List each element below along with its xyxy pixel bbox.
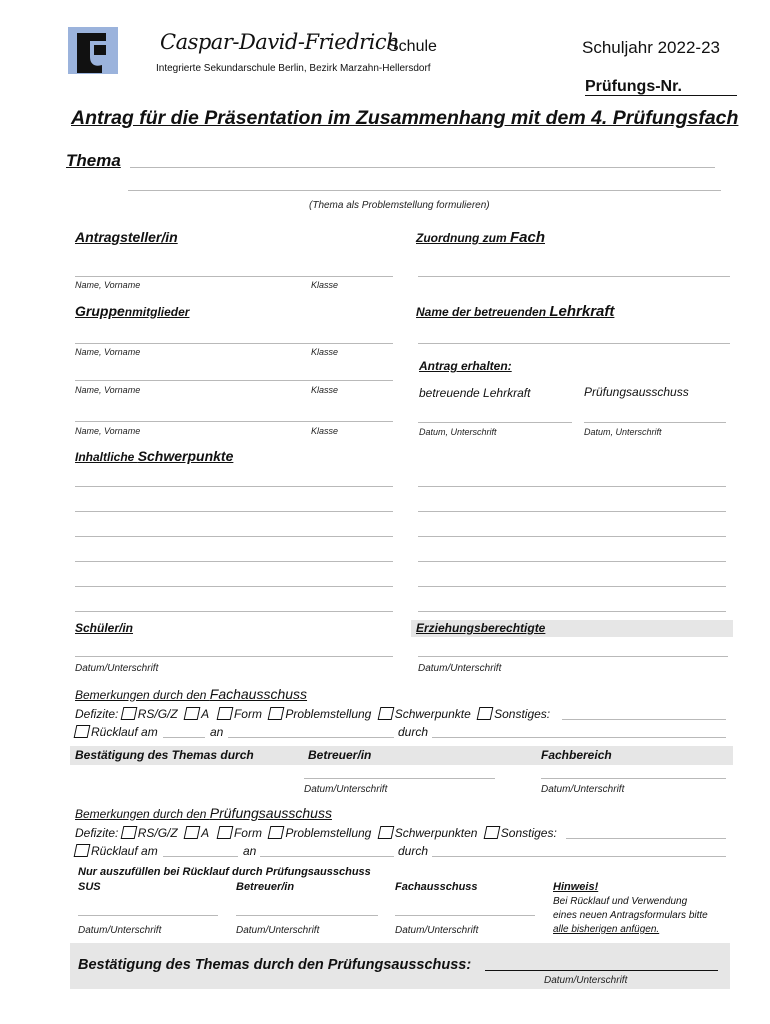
school-signature: Caspar-David-Friedrich [160, 30, 400, 54]
focus-left-line-3[interactable] [75, 536, 393, 537]
focus-label-a: Inhaltliche [75, 450, 138, 464]
applicant-name-line[interactable] [75, 276, 393, 277]
fach-opt1-checkbox[interactable] [120, 707, 137, 720]
fach-on-label: an [210, 725, 224, 739]
applicant-name-label: Name, Vorname [75, 280, 141, 290]
fach-deficits-label: Defizite: [75, 707, 119, 721]
fach-opt2-label: A [201, 707, 209, 721]
focus-right-line-2[interactable] [418, 511, 726, 512]
exam-opt2-checkbox[interactable] [184, 826, 201, 839]
teacher-label-a: Name der betreuenden [416, 305, 550, 319]
teacher-label [416, 303, 614, 320]
exam-by-label: durch [398, 844, 429, 858]
exam-return-row [75, 844, 158, 858]
exam-deficits-label: Defizite: [75, 826, 119, 840]
focus-left-line-6[interactable] [75, 611, 393, 612]
final-signature-line[interactable] [485, 970, 718, 971]
fach-opt3-checkbox[interactable] [217, 707, 234, 720]
fach-opt2-checkbox[interactable] [184, 707, 201, 720]
exam-opt1-label: RS/G/Z [137, 826, 178, 840]
received-teacher-label: betreuende Lehrkraft [419, 386, 531, 400]
fach-return-date-line[interactable] [163, 737, 205, 738]
received-teacher-line[interactable] [418, 422, 572, 423]
exam-opt3-label: Form [233, 826, 262, 840]
confirm-department-date: Datum/Unterschrift [541, 784, 625, 795]
hint-title: Hinweis! [553, 881, 599, 893]
fach-opt4-checkbox[interactable] [268, 707, 285, 720]
exam-opt6-label: Sonstiges: [500, 826, 557, 840]
received-committee-date: Datum, Unterschrift [584, 427, 662, 437]
return-col-committee: Fachausschuss [395, 881, 478, 893]
focus-label-b: Schwerpunkte [137, 448, 234, 464]
return-committee-line[interactable] [395, 915, 535, 916]
hint-line-3: alle bisherigen anfügen. [553, 924, 660, 935]
exam-remarks-title-b: Prüfungsausschuss [209, 805, 332, 821]
focus-left-line-1[interactable] [75, 486, 393, 487]
exam-opt4-label: Problemstellung [285, 826, 372, 840]
exam-by-line[interactable] [432, 856, 726, 857]
thema-label: Thema [66, 151, 121, 170]
applicant-class-label: Klasse [311, 280, 339, 290]
school-logo [68, 27, 118, 74]
final-date-label: Datum/Unterschrift [544, 975, 628, 986]
fach-remarks-title-a: Bemerkungen durch den [75, 688, 210, 702]
focus-right-line-4[interactable] [418, 561, 726, 562]
member1-name-label: Name, Vorname [75, 347, 141, 357]
fach-by-line[interactable] [432, 737, 726, 738]
exam-opt3-checkbox[interactable] [217, 826, 234, 839]
fach-other-line[interactable] [562, 719, 726, 720]
return-sus-date: Datum/Unterschrift [78, 925, 162, 936]
exam-on-line[interactable] [260, 856, 394, 857]
subject-line[interactable] [418, 276, 730, 277]
fach-on-line[interactable] [228, 737, 394, 738]
confirm-department-label: Fachbereich [541, 748, 612, 762]
confirm-supervisor-line[interactable] [304, 778, 495, 779]
exam-return-checkbox[interactable] [74, 844, 91, 857]
hint-line-2: eines neuen Antragsformulars bitte [553, 910, 708, 921]
hint-line-1: Bei Rücklauf und Verwendung [553, 896, 688, 907]
page-title: Antrag für die Präsentation im Zusammenhang mit dem 4. Prüfungsfach [71, 107, 739, 129]
subject-label-b: Fach [509, 229, 545, 246]
member2-name-label: Name, Vorname [75, 385, 141, 395]
final-label: Bestätigung des Themas durch den Prüfungsausschuss: [78, 957, 472, 973]
fach-return-label: Rücklauf am [91, 725, 158, 739]
student-signature-line[interactable] [75, 656, 393, 657]
fach-remarks-title [75, 686, 307, 704]
received-committee-line[interactable] [584, 422, 726, 423]
member2-line[interactable] [75, 380, 393, 381]
applicant-label: Antragsteller/in [75, 229, 178, 245]
member3-class-label: Klasse [311, 426, 339, 436]
exam-opt5-label: Schwerpunkten [394, 826, 478, 840]
exam-opt4-checkbox[interactable] [268, 826, 285, 839]
subject-label-a: Zuordnung zum [416, 231, 510, 245]
guardian-date-label: Datum/Unterschrift [418, 663, 502, 674]
fach-by-label: durch [398, 725, 429, 739]
confirm-supervisor-label: Betreuer/in [308, 748, 372, 762]
fach-opt5-checkbox[interactable] [377, 707, 394, 720]
received-label: Antrag erhalten: [419, 359, 512, 373]
member3-name-label: Name, Vorname [75, 426, 141, 436]
guardian-label: Erziehungsberechtigte [416, 621, 546, 635]
thema-hint: (Thema als Problemstellung formulieren) [309, 200, 490, 211]
exam-opt2-label: A [201, 826, 209, 840]
school-suffix: Schule [388, 38, 437, 55]
thema-input-line-2[interactable] [128, 190, 721, 191]
return-col-supervisor: Betreuer/in [236, 881, 295, 893]
return-committee-date: Datum/Unterschrift [395, 925, 479, 936]
group-label-main: Gruppe [75, 303, 125, 319]
exam-on-label: an [243, 844, 257, 858]
exam-return-label: Rücklauf am [91, 844, 158, 858]
group-members-label [75, 303, 189, 321]
exam-opt5-checkbox[interactable] [377, 826, 394, 839]
return-supervisor-line[interactable] [236, 915, 378, 916]
exam-number-label: Prüfungs-Nr. [585, 78, 682, 95]
fach-opt6-checkbox[interactable] [477, 707, 494, 720]
confirm-department-line[interactable] [541, 778, 726, 779]
teacher-label-b: Lehrkraft [549, 303, 615, 320]
confirm-supervisor-date: Datum/Unterschrift [304, 784, 388, 795]
fach-opt3-label: Form [233, 707, 262, 721]
member3-line[interactable] [75, 421, 393, 422]
exam-remarks-title-a: Bemerkungen durch den [75, 807, 210, 821]
fach-return-row [75, 725, 158, 739]
exam-other-line[interactable] [566, 838, 726, 839]
subject-label [416, 229, 545, 246]
return-supervisor-date: Datum/Unterschrift [236, 925, 320, 936]
return-col-sus: SUS [78, 881, 101, 893]
fach-remarks-title-b: Fachausschuss [209, 686, 308, 702]
member1-class-label: Klasse [311, 347, 339, 357]
fach-return-checkbox[interactable] [74, 725, 91, 738]
received-teacher-date: Datum, Unterschrift [419, 427, 497, 437]
fach-opt1-label: RS/G/Z [137, 707, 178, 721]
exam-number-line[interactable] [585, 95, 737, 96]
focus-right-line-3[interactable] [418, 536, 726, 537]
focus-right-line-1[interactable] [418, 486, 726, 487]
fach-deficits-row [75, 707, 550, 721]
fach-opt5-label: Schwerpunkte [394, 707, 471, 721]
exam-deficits-row [75, 826, 557, 840]
focus-right-line-5[interactable] [418, 586, 726, 587]
focus-left-line-5[interactable] [75, 586, 393, 587]
focus-label [75, 448, 233, 466]
member2-class-label: Klasse [311, 385, 339, 395]
fach-opt6-label: Sonstiges: [494, 707, 551, 721]
focus-left-line-4[interactable] [75, 561, 393, 562]
teacher-line[interactable] [418, 343, 730, 344]
student-label: Schüler/in [75, 621, 134, 635]
return-sus-line[interactable] [78, 915, 218, 916]
confirm-label: Bestätigung des Themas durch [75, 748, 254, 762]
return-section-title: Nur auszufüllen bei Rücklauf durch Prüfungsausschuss [78, 866, 371, 878]
received-committee-label: Prüfungsausschuss [584, 385, 689, 399]
student-date-label: Datum/Unterschrift [75, 663, 159, 674]
focus-right-line-6[interactable] [418, 611, 726, 612]
exam-remarks-title [75, 805, 332, 823]
thema-input-line-1[interactable] [130, 167, 715, 168]
exam-opt6-checkbox[interactable] [483, 826, 500, 839]
school-year: Schuljahr 2022-23 [582, 38, 720, 57]
school-subtitle: Integrierte Sekundarschule Berlin, Bezirk Marzahn-Hellersdorf [156, 63, 431, 74]
fach-opt4-label: Problemstellung [285, 707, 372, 721]
focus-left-line-2[interactable] [75, 511, 393, 512]
group-label-rest: nmitglieder [124, 305, 190, 319]
exam-opt1-checkbox[interactable] [120, 826, 137, 839]
exam-return-date-line[interactable] [163, 856, 238, 857]
guardian-signature-line[interactable] [418, 656, 728, 657]
member1-line[interactable] [75, 343, 393, 344]
